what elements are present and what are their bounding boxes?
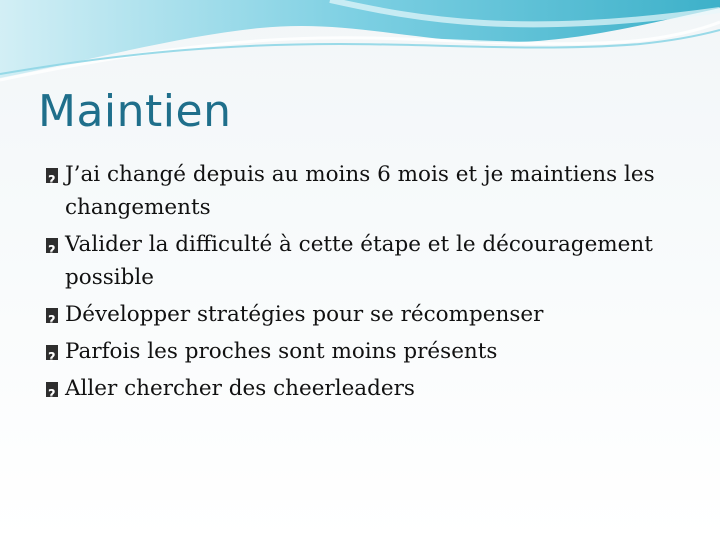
missing-glyph-icon (46, 238, 58, 253)
missing-glyph-icon (46, 168, 58, 183)
bullet-text: Valider la difficulté à cette étape et le découragement possible (65, 232, 653, 290)
bullet-text: Développer stratégies pour se récompenser (65, 302, 544, 327)
bullet-text: Aller chercher des cheerleaders (65, 376, 415, 401)
list-item (46, 228, 686, 294)
list-item (46, 372, 686, 405)
bullet-text: Parfois les proches sont moins présents (65, 339, 498, 364)
header-wave-decoration (0, 0, 720, 100)
missing-glyph-icon (46, 308, 58, 323)
list-item (46, 298, 686, 331)
missing-glyph-icon (46, 345, 58, 360)
list-item (46, 335, 686, 368)
slide-title: Maintien (38, 86, 232, 137)
list-item (46, 158, 686, 224)
bullet-text: J’ai changé depuis au moins 6 mois et je maintiens les changements (65, 162, 655, 220)
bullet-list (46, 158, 686, 409)
missing-glyph-icon (46, 382, 58, 397)
